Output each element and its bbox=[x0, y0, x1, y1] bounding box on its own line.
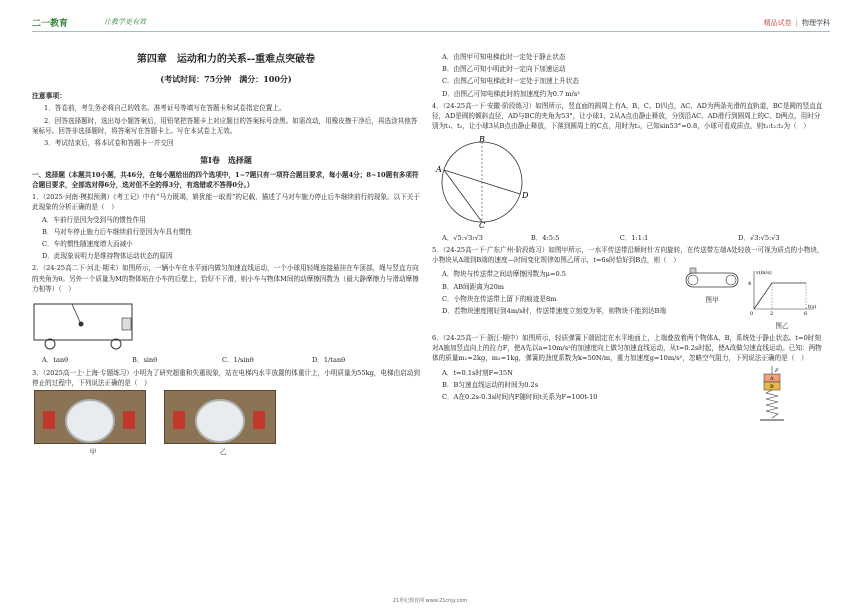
scale-photo bbox=[34, 390, 146, 444]
q1-option: B．马对车停止施力后车继续前行是因为车具有惯性 bbox=[42, 227, 192, 236]
question-6: 6．（24-25高一下·浙江·期中）如图所示，轻质弹簧下端固定在水平地面上，上端叠放着两个物体A、B，系统处于静止状态。t=0时刻对A施加竖直向上的拉力F，使A先以a=10m/s²的加速度向上做匀加速直线运动，从t=0.2s时起，使A改做匀速直线运动。已知：两物体的质量m₁=2kg，m₂=1kg，弹簧的劲度系数为k=50N/m，重力加速度g=10m/s²，忽略空气阻力，下列说法正确的是（ ） bbox=[432, 333, 822, 363]
block-label: A bbox=[770, 375, 774, 382]
force-label: F bbox=[775, 367, 779, 374]
fig-label: 图乙 bbox=[775, 321, 789, 330]
notice-item: 1．答卷前，考生务必将自己的姓名、准考证号等填写在答题卡和试卷指定位置上。 bbox=[44, 104, 286, 113]
q1-option: C．车的惯性随速度增大而减小 bbox=[42, 240, 133, 248]
q5-vt-graph bbox=[746, 267, 818, 317]
point-label: C bbox=[479, 220, 486, 228]
q2-option: B．sinθ bbox=[132, 356, 158, 365]
point-label: A bbox=[436, 164, 442, 174]
q5-belt-figure bbox=[684, 267, 740, 291]
q5-option: A．物块与传送带之间动摩擦因数为μ=0.5 bbox=[442, 270, 566, 279]
slogan: 让教学更有效 bbox=[104, 18, 146, 26]
q4-option: D．√3:√5:√3 bbox=[738, 233, 780, 242]
question-4: 4．（24-25高一下·安徽·阶段练习）如图所示，竖直面的圆周上有A、B、C、D四点，AC、AD为两条光滑的直轨道，BC是圆的竖直直径，AD是圆的倾斜直径，AD与BC的夹角为53°，让小球1、2从A点由静止释放，分别沿AC、AD滑行到圆周上的C、D两点，用时分别为t₁、t₂，让小球3从B点由静止释放，下落到圆周上的C点，用时为t₃，已知sin53°=0.8，小球可看成质点，则t₁:t₂:t₃为（ ） bbox=[432, 101, 823, 131]
q2-cart-figure bbox=[32, 298, 142, 350]
q5-option: C．小物块在传送带上留下的痕迹是8m bbox=[442, 294, 557, 303]
fig-label: 图甲 bbox=[705, 295, 719, 304]
q2-option: D．1/tanθ bbox=[312, 356, 346, 365]
q3-option: B．由图乙可知小明此时一定向下加速运动 bbox=[442, 65, 566, 74]
q5-option: B．AB间距离为20m bbox=[442, 282, 505, 291]
question-2: 2．（24-25高二下·河北·期末）如图所示，一辆小车在水平面内做匀加速直线运动，一个小球用轻绳连接悬挂在车顶部，绳与竖直方向的夹角为θ。另外一个质量为M的物体贴在小车的后壁上，恰好不下滑，则小车与物体M间的动摩擦因数为（最大静摩擦力与滑动摩擦力相等）（ ） bbox=[32, 264, 419, 293]
tick-label: 0 bbox=[750, 311, 754, 318]
question-3: 3．（2025高一上·上海·专题练习）小明为了研究超重和失重现象，站在电梯内水平放置的体重计上，小明质量为55kg，电梯由启动到停止的过程中，下列说法正确的是（ ） bbox=[32, 368, 420, 387]
q4-circle-figure bbox=[432, 136, 532, 228]
tick-label: 2 bbox=[770, 311, 774, 318]
scale-photo bbox=[164, 390, 276, 444]
q4-option: C．1:1:1 bbox=[619, 233, 649, 242]
tick-label: 6 bbox=[804, 311, 808, 318]
photo-label: 乙 bbox=[219, 448, 227, 457]
page-footer: 21世纪教育网 www.21cnjy.com bbox=[392, 598, 468, 604]
point-label: B bbox=[479, 135, 485, 144]
photo-label: 甲 bbox=[89, 448, 97, 457]
q2-options bbox=[42, 355, 420, 365]
page-header bbox=[0, 0, 860, 40]
notice-item: 2．回答选择题时，选出每小题答案后，用铅笔把答题卡上对应题目的答案标号涂黑。如需改动，用橡皮擦干净后，再选涂其他答案标号。回答非选择题时，将答案写在答题卡上。写在本试卷上无效。 bbox=[32, 116, 418, 135]
q4-option: B．4:5:5 bbox=[530, 233, 560, 242]
page-subtitle: (考试时间：75分钟 满分：100分) bbox=[160, 73, 292, 84]
tag-label: 精品试卷 bbox=[763, 19, 792, 27]
q3-photos bbox=[34, 390, 420, 457]
axis-label: v(m/s) bbox=[756, 270, 772, 277]
q2-option: C．1/sinθ bbox=[222, 356, 254, 365]
q5-option: D．若物块速度刚好到4m/s时，传送带速度立刻变为零，则物块不能到达B端 bbox=[442, 307, 666, 316]
question-1: 1．（2025·河南·模拟预测）《考工记》中有“马力既竭，辀犹能一取焉”的记载，描述了马对车施力停止后车继续前行的现象。以下关于此现象的分析正确的是（ ） bbox=[32, 193, 420, 212]
subject-label: 物理学科 bbox=[802, 19, 830, 27]
section-title: 第Ⅰ卷 选择题 bbox=[200, 155, 252, 166]
q6-option: C．A在0.2s-0.3s时间内F随时间t关系为F=100t-10 bbox=[442, 392, 598, 401]
q4-option: A．√5:√3:√3 bbox=[442, 233, 483, 242]
header-tags: 精品试卷 | 物理学科 bbox=[763, 19, 830, 27]
q6-option: B．B匀速直线运动的时间为0.2s bbox=[442, 380, 539, 389]
point-label: D bbox=[522, 190, 529, 200]
tick-label: 4 bbox=[748, 281, 752, 288]
q1-option: D．此现象说明力是维持物体运动状态的原因 bbox=[42, 252, 173, 261]
block-label: B bbox=[770, 383, 774, 390]
logo: 二一教育 bbox=[32, 19, 69, 29]
question-5: 5．（24-25高一下·广东广州·阶段练习）如图甲所示，一水平传送带沿顺时针方向旋转，在传送带左端A处轻放一可视为质点的小物块，小物块从A端到B端的速度—时间变化规律如图乙所示，t=6s时恰好到B点，则（ ） bbox=[432, 245, 824, 265]
q6-option: A．t=0.1s时刻F=35N bbox=[442, 368, 513, 377]
left-column bbox=[32, 40, 420, 457]
part-intro: 一、选择题（本题共10小题，共46分，在每小题给出的四个选项中，1~7题只有一项符合题目要求，每小题4分；8~10题有多项符合题目要求，全部选对得6分，选对但不全的得3分，有选错或不答得0分。） bbox=[32, 170, 419, 189]
header-divider bbox=[32, 31, 830, 32]
page-title: 第四章 运动和力的关系--重难点突破卷 bbox=[136, 54, 316, 65]
axis-label: t(s) bbox=[808, 304, 817, 311]
right-column bbox=[432, 40, 827, 428]
q3-option: D．由图乙可知电梯此时的加速度约为0.7 m/s² bbox=[442, 89, 580, 98]
q6-spring-figure bbox=[752, 366, 792, 428]
q3-option: A．由图甲可知电梯此时一定处于静止状态 bbox=[442, 53, 566, 61]
q3-option: C．由图乙可知电梯此时一定处于加速上升状态 bbox=[442, 77, 579, 86]
notice-item: 3．考试结束后，将本试卷和答题卡一并交回 bbox=[44, 139, 174, 148]
q1-option: A．车前行是因为受到马的惯性作用 bbox=[42, 215, 146, 224]
q2-option: A．tanθ bbox=[42, 356, 69, 365]
q4-options bbox=[442, 233, 827, 243]
notice-heading: 注意事项： bbox=[32, 91, 66, 100]
